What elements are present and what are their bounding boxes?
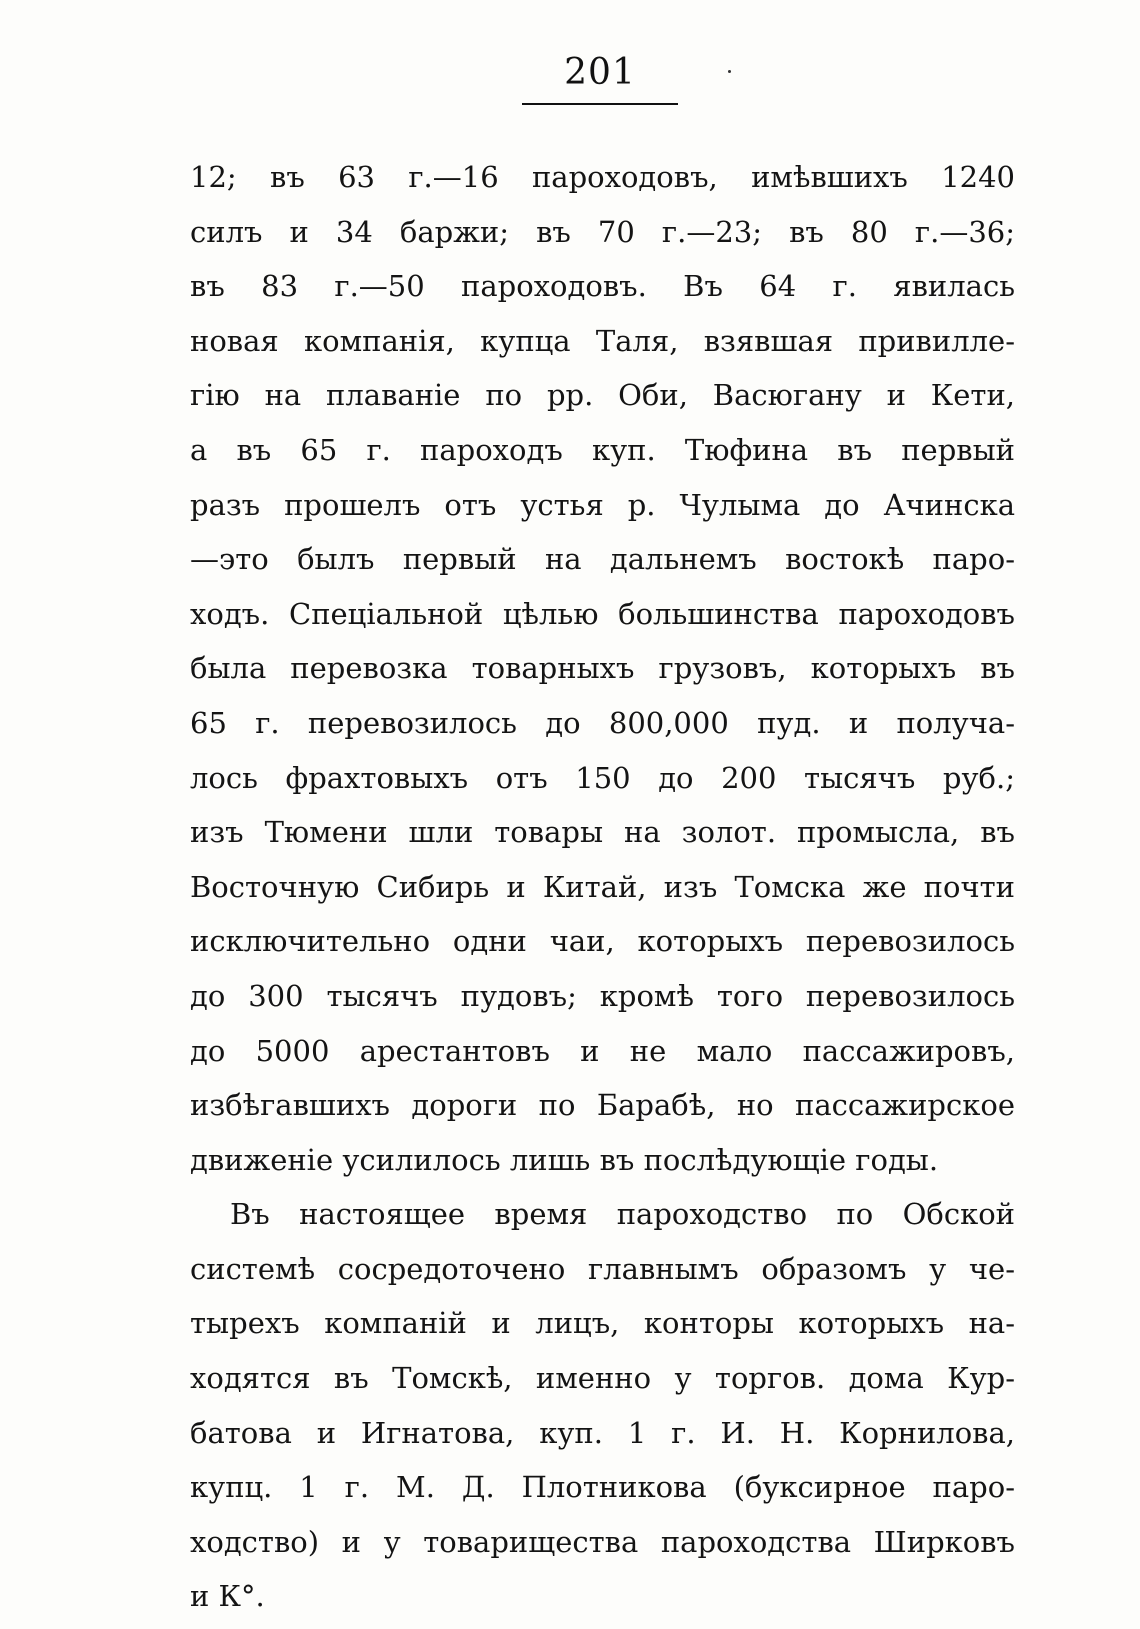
text-line: Въ настоящее время пароходство по Обской <box>230 1197 1015 1232</box>
print-speck <box>728 70 731 73</box>
text-line: до 5000 арестантовъ и не мало пассажировъ, <box>190 1033 1015 1068</box>
text-line: новая компанія, купца Таля, взявшая привилле- <box>190 323 1015 358</box>
text-line: движеніе усилилось лишь въ послѣдующіе годы. <box>190 1142 939 1177</box>
text-line: батова и Игнатова, куп. 1 г. И. Н. Корнилова, <box>190 1415 1015 1450</box>
text-line: купц. 1 г. М. Д. Плотникова (буксирное паро- <box>190 1470 1015 1505</box>
text-line: ходство) и у товарищества пароходства Ширковъ <box>190 1524 1015 1559</box>
text-line: лось фрахтовыхъ отъ 150 до 200 тысячъ руб.; <box>190 760 1015 795</box>
page-number: 201 <box>564 52 636 93</box>
text-line: гію на плаваніе по рр. Оби, Васюгану и Кети, <box>190 378 1015 413</box>
text-line: —это былъ первый на дальнемъ востокѣ паро- <box>190 542 1015 577</box>
text-line: исключительно одни чаи, которыхъ перевозилось <box>190 924 1015 959</box>
text-line: была перевозка товарныхъ грузовъ, которыхъ въ <box>190 651 1015 686</box>
text-line: и К°. <box>190 1579 265 1614</box>
header-rule <box>522 103 678 105</box>
text-line: Восточную Сибирь и Китай, изъ Томска же почти <box>190 869 1015 904</box>
text-line: ходъ. Спеціальной цѣлью большинства пароходовъ <box>190 596 1015 631</box>
text-line: 65 г. перевозилось до 800,000 пуд. и получа- <box>190 705 1015 740</box>
text-line: ходятся въ Томскѣ, именно у торгов. дома Кур- <box>190 1361 1015 1396</box>
text-line: разъ прошелъ отъ устья р. Чулыма до Ачинска <box>190 487 1015 522</box>
text-line: силъ и 34 баржи; въ 70 г.—23; въ 80 г.—36; <box>190 214 1015 249</box>
text-line: избѣгавшихъ дороги по Барабѣ, но пассажирское <box>190 1088 1015 1123</box>
text-line: 12; въ 63 г.—16 пароходовъ, имѣвшихъ 1240 <box>190 160 1015 194</box>
text-line: тырехъ компаній и лицъ, конторы которыхъ на- <box>190 1306 1015 1341</box>
text-line: изъ Тюмени шли товары на золот. промысла, въ <box>190 815 1015 850</box>
body-text <box>190 150 1015 1624</box>
text-line: а въ 65 г. пароходъ куп. Тюфина въ первый <box>190 432 1015 467</box>
text-line: системѣ сосредоточено главнымъ образомъ у че- <box>190 1251 1015 1286</box>
text-line: до 300 тысячъ пудовъ; кромѣ того перевозилось <box>190 978 1015 1013</box>
text-line: въ 83 г.—50 пароходовъ. Въ 64 г. явилась <box>190 269 1015 304</box>
